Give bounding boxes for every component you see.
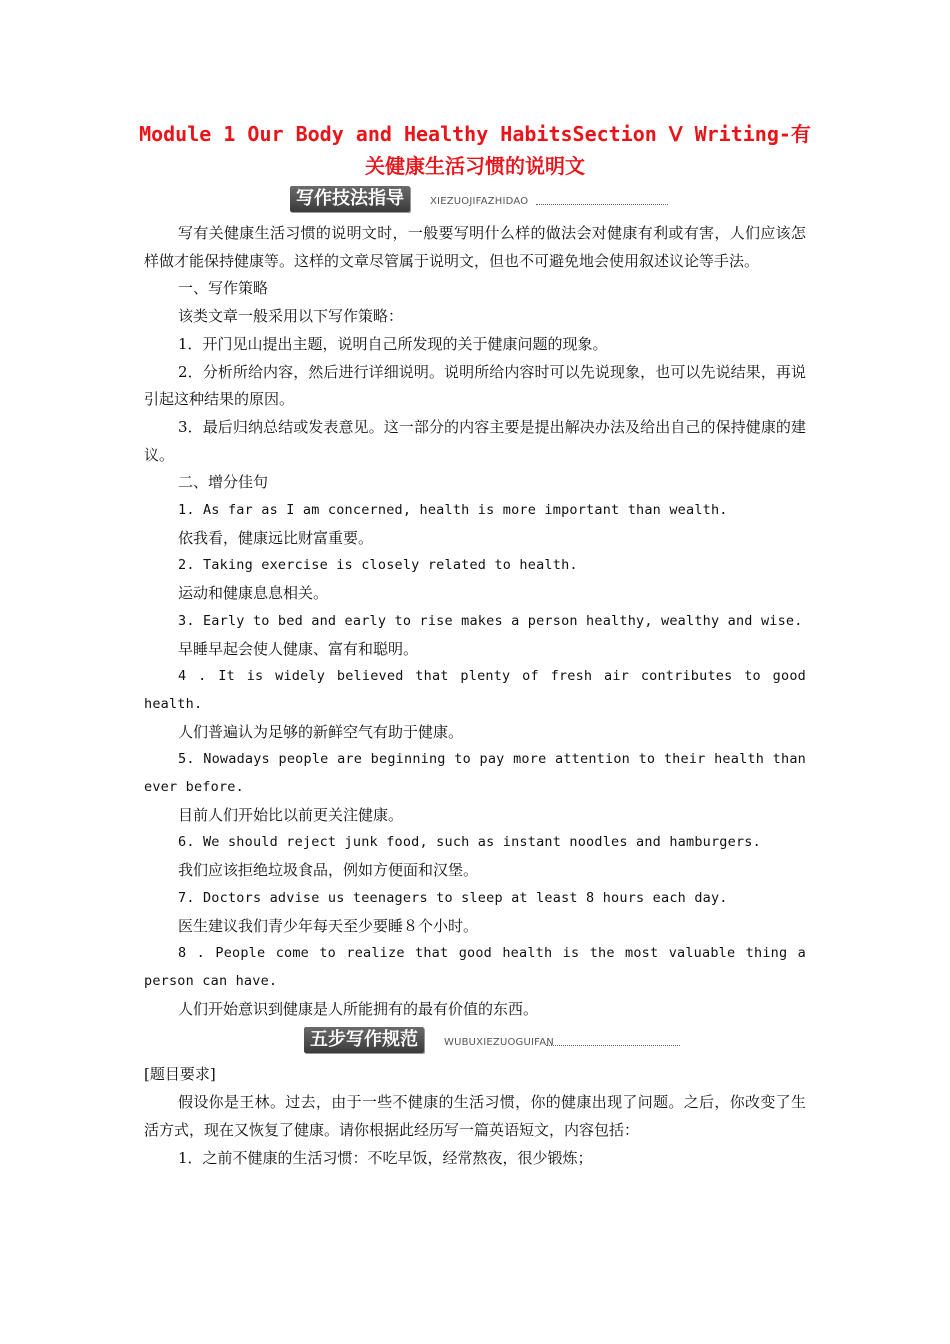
sentence-en: 4 . It is widely believed that plenty of fresh air contributes to good health.	[144, 668, 806, 712]
intro-paragraph: 写有关健康生活习惯的说明文时，一般要写明什么样的做法会对健康有利或有害，人们应该怎样做才能保持健康等。这样的文章尽管属于说明文，但也不可避免地会使用叙述议论等手法。	[144, 224, 806, 270]
banner-pinyin: XIEZUOJIFAZHIDAO	[430, 196, 529, 207]
sentence-cn: 依我看，健康远比财富重要。	[178, 528, 374, 547]
sentence-cn: 目前人们开始比以前更关注健康。	[178, 805, 404, 824]
task-item: 1．之前不健康的生活习惯：不吃早饭，经常熬夜，很少锻炼；	[178, 1148, 593, 1167]
sentence-en: 2. Taking exercise is closely related to health.	[178, 557, 578, 574]
sentence-cn: 人们开始意识到健康是人所能拥有的最有价值的东西。	[178, 999, 539, 1018]
sentence-cn: 运动和健康息息相关。	[178, 584, 329, 603]
strategy-item: 2．分析所给内容，然后进行详细说明。说明所给内容时可以先说现象，也可以先说结果，再说引起这种结果的原因。	[144, 362, 806, 409]
banner-label: 五步写作规范	[304, 1027, 424, 1053]
section-banner-five-steps	[144, 1025, 806, 1055]
section-banner-writing-tips	[144, 184, 806, 214]
sentence-en: 1. As far as I am concerned, health is more important than wealth.	[178, 502, 728, 519]
strategy-item: 3．最后归纳总结或发表意见。这一部分的内容主要是提出解决办法及给出自己的保持健康的建议。	[144, 417, 806, 464]
section-heading-sentences: 二、增分佳句	[178, 473, 269, 492]
sentence-en: 5. Nowadays people are beginning to pay more attention to their health than ever before.	[144, 751, 806, 796]
sentence-en: 6. We should reject junk food, such as instant noodles and hamburgers.	[178, 834, 761, 851]
strategy-item: 1．开门见山提出主题，说明自己所发现的关于健康问题的现象。	[178, 334, 608, 353]
banner-dotted-line	[546, 1045, 680, 1046]
document-title	[124, 118, 826, 182]
sentence-cn: 人们普遍认为足够的新鲜空气有助于健康。	[178, 722, 464, 741]
banner-pinyin: WUBUXIEZUOGUIFAN	[444, 1037, 554, 1049]
sentence-cn: 我们应该拒绝垃圾食品，例如方便面和汉堡。	[178, 861, 479, 880]
banner-dotted-line	[536, 204, 668, 205]
document-page	[139, 118, 811, 1172]
sentence-en: 3. Early to bed and early to rise makes a person healthy, wealthy and wise.	[178, 612, 803, 629]
sentence-en: 8 . People come to realize that good health is the most valuable thing a person can have.	[144, 945, 806, 989]
strategy-lead: 该类文章一般采用以下写作策略：	[178, 307, 404, 326]
title-line-1: Module 1 Our Body and Healthy HabitsSection Ⅴ Writing-有	[139, 122, 811, 146]
sentence-en: 7. Doctors advise us teenagers to sleep at least 8 hours each day.	[178, 889, 728, 906]
banner-label: 写作技法指导	[290, 186, 410, 212]
title-line-2: 关健康生活习惯的说明文	[365, 154, 585, 178]
sentence-cn: 早睡早起会使人健康、富有和聪明。	[178, 639, 419, 658]
task-body: 假设你是王林。过去，由于一些不健康的生活习惯，你的健康出现了问题。之后，你改变了生活方式，现在又恢复了健康。请你根据此经历写一篇英语短文，内容包括：	[144, 1093, 806, 1139]
task-heading: [题目要求]	[144, 1065, 216, 1084]
sentence-cn: 医生建议我们青少年每天至少要睡８个小时。	[178, 916, 479, 935]
section-heading-strategy: 一、写作策略	[178, 279, 269, 298]
